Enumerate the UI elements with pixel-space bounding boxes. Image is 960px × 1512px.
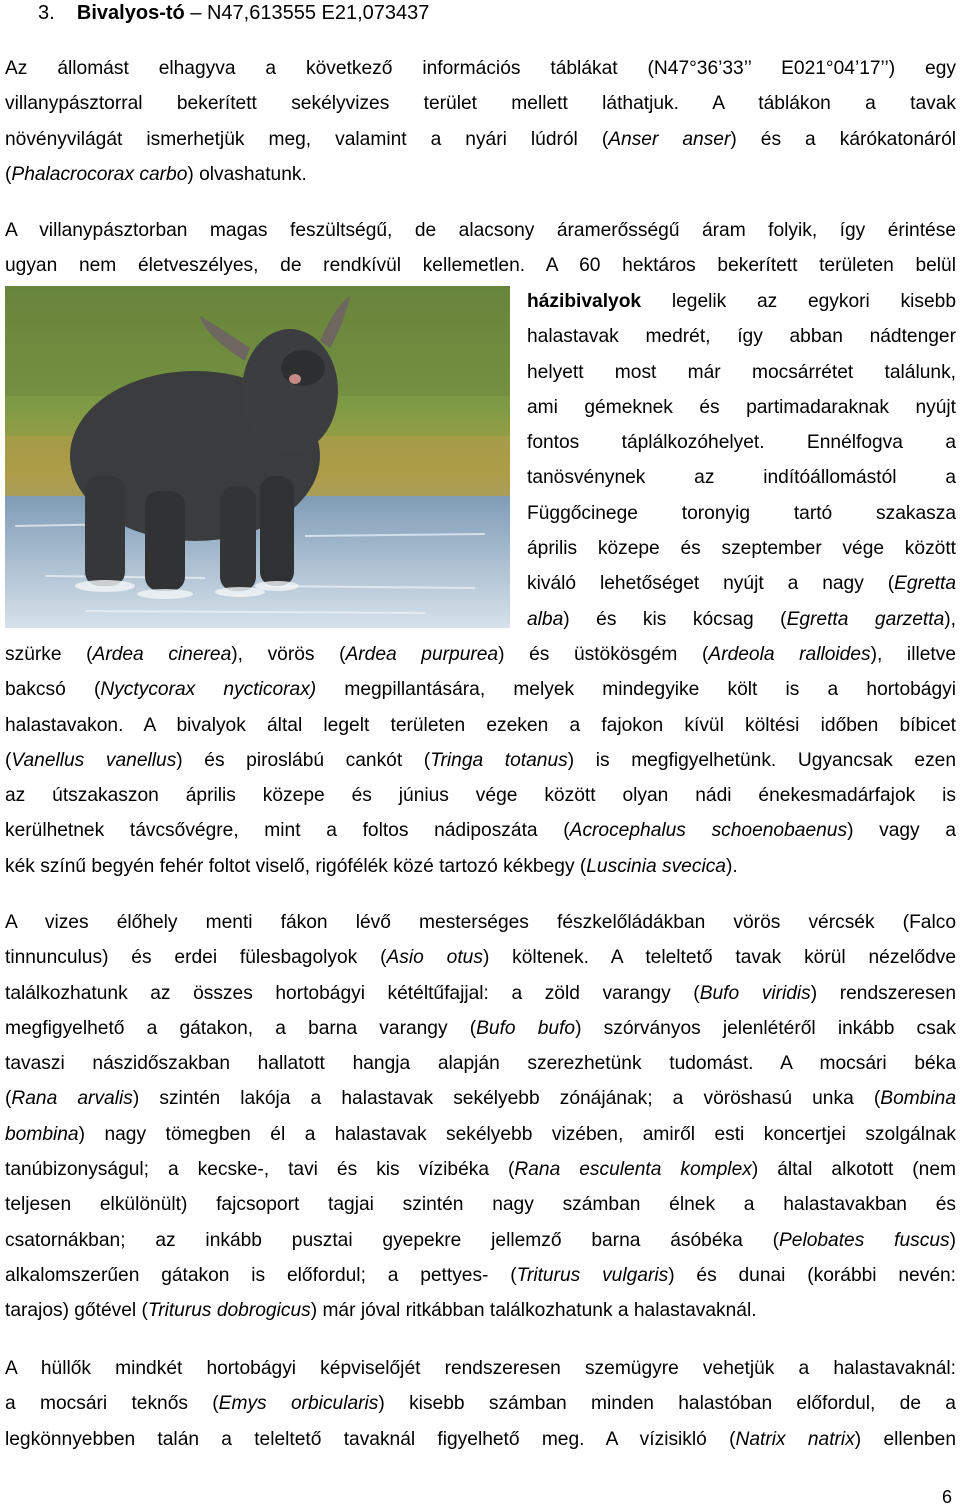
text-line: ami gémeknek és partimadaraknak nyújt: [527, 396, 956, 418]
section-title: Bivalyos-tó: [76, 2, 185, 24]
text-line: A villanypásztorban magas feszültségű, de alacsony áramerősségű áram folyik, így érintése: [5, 220, 956, 241]
text-line: fontos táplálkozóhelyet. Ennélfogva a: [527, 432, 956, 454]
text-line: legkönnyebben talán a teleltető tavaknál figyelhető meg. A vízisikló (Natrix natrix) ellenben: [5, 1428, 957, 1450]
text-line: bakcsó (Nyctycorax nycticorax) megpillantására, melyek mindegyike költ is a hortobágyi: [5, 679, 957, 701]
paragraph-1: [5, 51, 956, 192]
text-line: találkozhatunk az összes hortobágyi kétéltűfajjal: a zöld varangy (Bufo viridis) rendszeresen: [5, 982, 957, 1004]
text-line: kerülhetnek távcsővégre, mint a foltos nádiposzáta (Acrocephalus schoenobaenus) vagy a: [5, 820, 956, 842]
text-line: tanúbizonyságul; a kecske-, tavi és kis vízibéka (Rana esculenta komplex) által alkotott (nem: [5, 1159, 956, 1181]
water-buffalo-photo: [5, 286, 510, 628]
paragraph-3: [5, 905, 956, 1329]
text-line: kék színű begyén fehér foltot viselő, rigófélék közé tartozó kékbegy (Luscinia svecica).: [5, 855, 738, 877]
text-line: A vizes élőhely menti fákon lévő mesterséges fészkelőládákban vörös vércsék (Falco: [5, 912, 956, 933]
text-line: házibivalyok legelik az egykori kisebb: [527, 291, 956, 312]
section-coordinates: – N47,613555 E21,073437: [184, 2, 430, 24]
paragraph-2-wrap: [527, 284, 956, 637]
text-line: megfigyelhető a gátakon, a barna varangy (Bufo bufo) szórványos jelenlétéről inkább csak: [5, 1017, 956, 1039]
paragraph-4: [5, 1351, 956, 1457]
text-line: az útszakaszon április közepe és június vége között olyan nádi énekesmadárfajok is: [5, 785, 956, 807]
text-line: kiváló lehetőséget nyújt a nagy (Egretta: [527, 573, 956, 595]
text-line: (Rana arvalis) szintén lakója a halastavak sekélyebb zónájának; a vöröshasú unka (Bombina: [5, 1088, 956, 1110]
text-line: tarajos) gőtével (Triturus dobrogicus) már jóval ritkábban találkozhatunk a halastavaknál.: [5, 1300, 757, 1322]
text-line: Függőcinege toronyig tartó szakasza: [527, 502, 956, 524]
text-line: (Phalacrocorax carbo) olvashatunk.: [5, 163, 307, 185]
text-line: csatornákban; az inkább pusztai gyepekre jellemző barna ásóbéka (Pelobates fuscus): [5, 1229, 956, 1251]
text-line: növényvilágát ismerhetjük meg, valamint a nyári lúdról (Anser anser) és a kárókatonáról: [5, 128, 957, 150]
paragraph-2-continued: [5, 637, 956, 884]
text-line: (Vanellus vanellus) és piroslábú cankót (Tringa totanus) is megfigyelhetünk. Ugyancsak ezen: [5, 749, 957, 771]
text-line: teljesen elkülönült) fajcsoport tagjai szintén nagy számban élnek a halastavakban és: [5, 1194, 956, 1216]
section-number: 3.: [38, 2, 55, 24]
text-line: Az állomást elhagyva a következő információs táblákat (N47°36’33’’ E021°04’17’’) egy: [5, 58, 956, 79]
text-line: alkalomszerűen gátakon is előfordul; a pettyes- (Triturus vulgaris) és dunai (korábbi nevén:: [5, 1264, 956, 1286]
text-line: halastavak medrét, így abban nádtenger: [527, 326, 956, 348]
text-line: halastavakon. A bivalyok által legelt területen ezeken a fajokon kívül költési időben bíbicet: [5, 714, 956, 736]
text-line: bombina) nagy tömegben él a halastavak sekélyebb vizében, amiről esti koncertjei szolgálnak: [5, 1123, 956, 1145]
section-heading: [38, 0, 429, 26]
text-line: szürke (Ardea cinerea), vörös (Ardea purpurea) és üstökösgém (Ardeola ralloides), illetve: [5, 644, 956, 665]
text-line: tinnunculus) és erdei fülesbagolyok (Asio otus) költenek. A teleltető tavak körül nézelődve: [5, 947, 956, 969]
text-line: A hüllők mindkét hortobágyi képviselőjét rendszeresen szemügyre vehetjük a halastavaknál:: [5, 1358, 956, 1379]
text-line: tavaszi nászidőszakban hallatott hangja alapján szerezhetünk tudomást. A mocsári béka: [5, 1053, 956, 1075]
text-line: alba) és kis kócsag (Egretta garzetta),: [527, 608, 956, 630]
text-line: ugyan nem életveszélyes, de rendkívül kellemetlen. A 60 hektáros bekerített területen belül: [5, 255, 956, 277]
text-line: helyett most már mocsárrétet találunk,: [527, 361, 956, 383]
text-line: villanypásztorral bekerített sekélyvizes terület mellett láthatjuk. A táblákon a tavak: [5, 93, 956, 115]
paragraph-2: [5, 213, 956, 284]
text-line: a mocsári teknős (Emys orbicularis) kisebb számban minden halastóban előfordul, de a: [5, 1393, 956, 1415]
text-line: tanösvénynek az indítóállomástól a: [527, 467, 956, 489]
text-line: április közepe és szeptember vége között: [527, 538, 956, 560]
page-number: 6: [941, 1487, 952, 1507]
